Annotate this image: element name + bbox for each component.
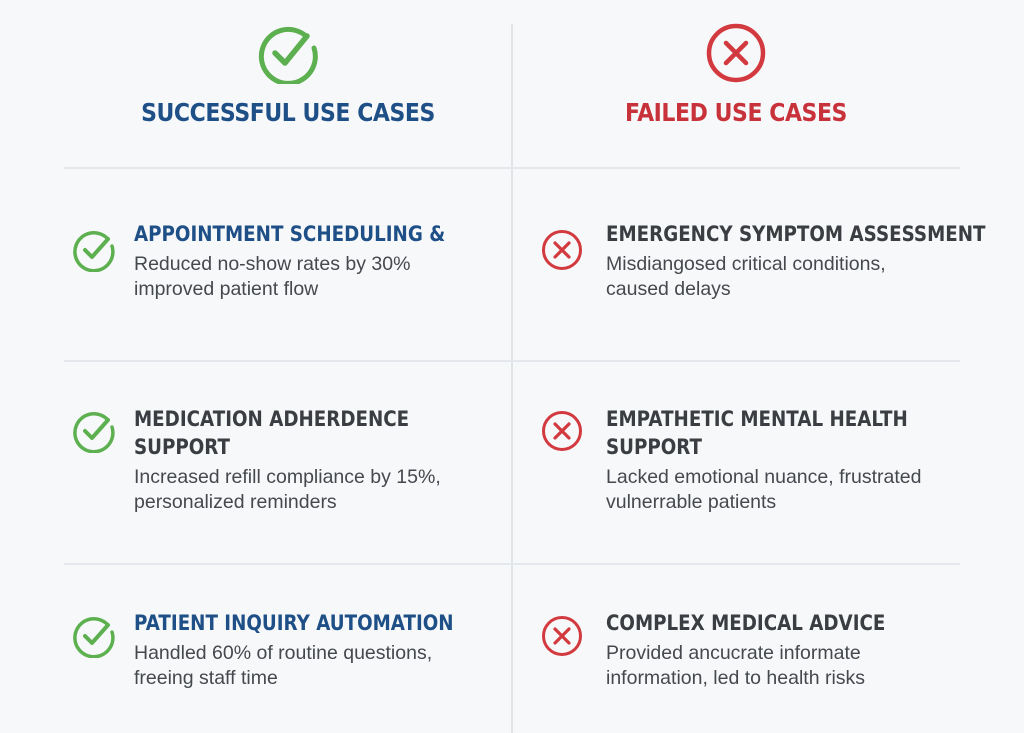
successful-column-title: SUCCESSFUL USE CASES	[141, 98, 435, 127]
case-description: Handled 60% of routine questions, freeing staff time	[134, 642, 433, 689]
case-title: EMPATHETIC MENTAL HEALTH SUPPORT	[606, 407, 908, 459]
check-circle-icon	[257, 22, 319, 84]
check-circle-icon	[72, 614, 116, 658]
failed-column-title: FAILED USE CASES	[625, 98, 847, 127]
case-title: COMPLEX MEDICAL ADVICE	[606, 611, 886, 635]
case-description: Lacked emotional nuance, frustrated vulnerrable patients	[606, 466, 922, 513]
x-circle-icon	[540, 409, 584, 453]
check-circle-icon	[72, 409, 116, 453]
case-description: Provided ancucrate informate information, led to health risks	[606, 642, 866, 689]
check-circle-icon	[72, 228, 116, 272]
successful-column-header	[64, 0, 512, 168]
x-circle-icon	[540, 614, 584, 658]
case-title: MEDICATION ADHERDENCE SUPPORT	[134, 407, 410, 459]
row-divider	[64, 360, 960, 362]
case-description: Increased refill compliance by 15%, personalized reminders	[134, 466, 441, 513]
case-title: EMERGENCY SYMPTOM ASSESSMENT	[606, 222, 986, 246]
x-circle-icon	[540, 228, 584, 272]
case-description: Reduced no-show rates by 30% improved patient flow	[134, 253, 411, 300]
case-title: PATIENT INQUIRY AUTOMATION	[134, 611, 454, 635]
failed-column-header	[512, 0, 960, 168]
x-circle-icon	[705, 22, 767, 84]
case-title: APPOINTMENT SCHEDULING &	[134, 222, 446, 246]
row-divider	[64, 563, 960, 565]
case-description: Misdiangosed critical conditions, caused delays	[606, 253, 886, 300]
